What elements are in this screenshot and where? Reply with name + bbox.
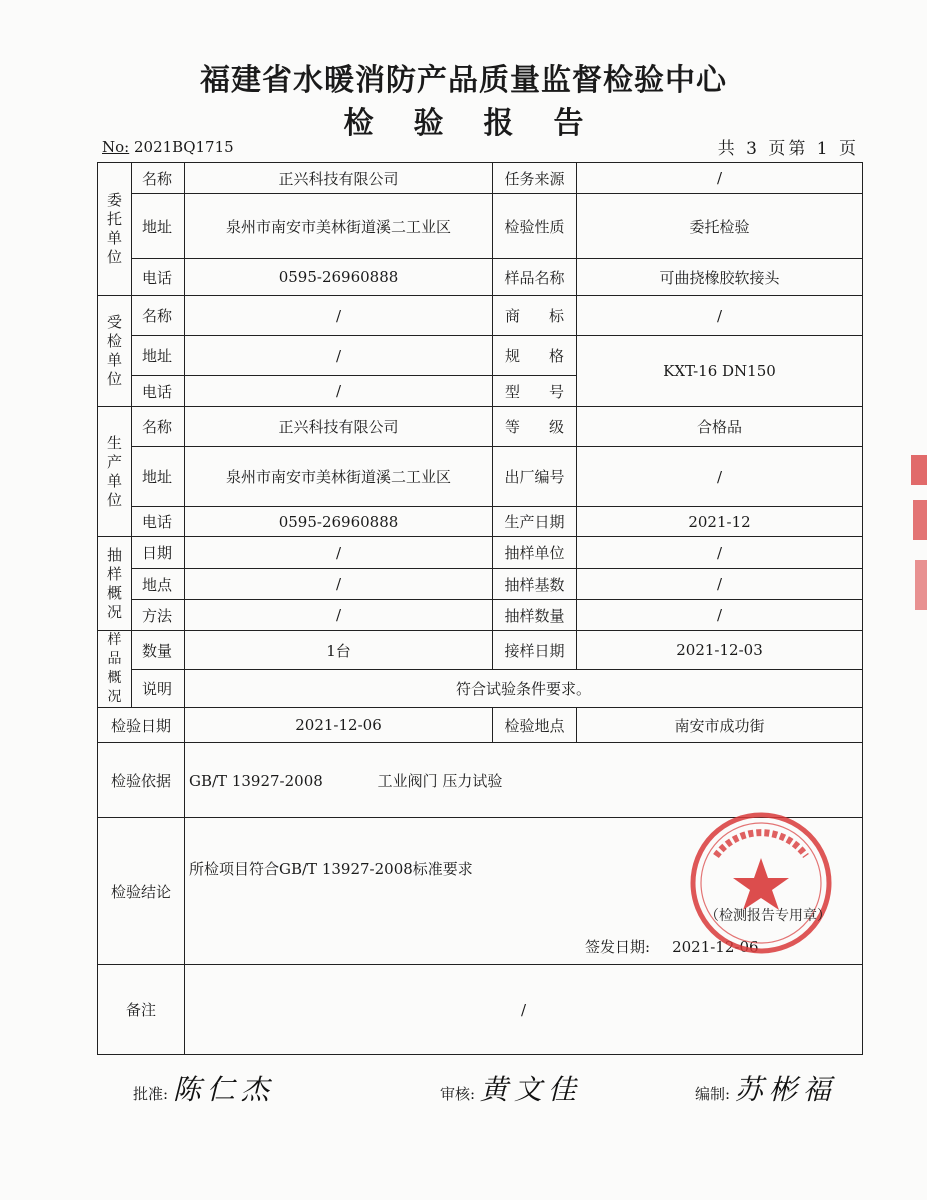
sample-name-label: 样品名称 — [493, 259, 577, 296]
model-label: 型 号 — [493, 376, 577, 407]
approve-signature: 陈仁杰 — [172, 1073, 275, 1106]
sample-qty: 1台 — [185, 631, 493, 670]
grade-label: 等 级 — [493, 407, 577, 447]
sample-desc: 符合试验条件要求。 — [185, 670, 863, 708]
inspected-name-label: 名称 — [132, 296, 185, 336]
sampling-qty: / — [577, 600, 863, 631]
compile-label: 编制: — [695, 1085, 731, 1103]
report-number-label: No: — [102, 138, 130, 156]
approve-label: 批准: — [133, 1085, 169, 1103]
stamp-note: （检测报告专用章） — [705, 908, 831, 924]
review-signature: 黄文佳 — [479, 1073, 582, 1106]
brand-label: 商 标 — [493, 296, 577, 336]
receive-date: 2021-12-03 — [577, 631, 863, 670]
prod-date-value: 2021-12 — [577, 507, 863, 537]
approve-block — [133, 1068, 275, 1108]
sampling-date-label: 日期 — [132, 537, 185, 569]
spec-label: 规 格 — [493, 336, 577, 376]
org-title: 福建省水暖消防产品质量监督检验中心 — [200, 63, 727, 98]
receive-date-label: 接样日期 — [493, 631, 577, 670]
basis-standard: GB/T 13927-2008 — [189, 771, 323, 790]
official-seal — [676, 808, 846, 958]
sampling-place: / — [185, 569, 493, 600]
inspection-nature-label: 检验性质 — [493, 194, 577, 259]
grade-value: 合格品 — [577, 407, 863, 447]
report-number-value: 2021BQ1715 — [134, 138, 234, 156]
producer-group-label: 生产单位 — [98, 407, 132, 537]
producer-name: 正兴科技有限公司 — [185, 407, 493, 447]
sampling-place-label: 地点 — [132, 569, 185, 600]
page-info: 共 3 页第 1 页 — [717, 139, 859, 159]
producer-address-label: 地址 — [132, 447, 185, 507]
inspected-address: / — [185, 336, 493, 376]
client-phone: 0595-26960888 — [185, 259, 493, 296]
remarks-label: 备注 — [98, 965, 185, 1055]
issue-date: 2021-12-06 — [672, 938, 759, 956]
producer-address: 泉州市南安市美林街道溪二工业区 — [185, 447, 493, 507]
conclusion-text: 所检项目符合GB/T 13927-2008标准要求 — [189, 860, 473, 878]
prod-date-label: 生产日期 — [493, 507, 577, 537]
sampling-base: / — [577, 569, 863, 600]
client-phone-label: 电话 — [132, 259, 185, 296]
review-label: 审核: — [440, 1085, 476, 1103]
inspected-phone: / — [185, 376, 493, 407]
inspection-place-label: 检验地点 — [493, 708, 577, 743]
inspection-place: 南安市成功街 — [577, 708, 863, 743]
client-group-label: 委托单位 — [98, 163, 132, 296]
report-title: 检验报告 — [343, 106, 624, 141]
spec-model-value: KXT-16 DN150 — [577, 336, 863, 407]
client-address-label: 地址 — [132, 194, 185, 259]
inspection-date-label: 检验日期 — [98, 708, 185, 743]
sampling-unit: / — [577, 537, 863, 569]
basis-description: 工业阀门 压力试验 — [377, 771, 503, 790]
basis-label: 检验依据 — [98, 743, 185, 818]
producer-phone: 0595-26960888 — [185, 507, 493, 537]
compile-block — [695, 1068, 837, 1108]
inspected-group-label: 受检单位 — [98, 296, 132, 407]
report-number — [102, 138, 234, 156]
client-name-label: 名称 — [132, 163, 185, 194]
sampling-unit-label: 抽样单位 — [493, 537, 577, 569]
inspection-nature: 委托检验 — [577, 194, 863, 259]
sample-desc-label: 说明 — [132, 670, 185, 708]
sampling-date: / — [185, 537, 493, 569]
task-source-label: 任务来源 — [493, 163, 577, 194]
brand-value: / — [577, 296, 863, 336]
sample-name: 可曲挠橡胶软接头 — [577, 259, 863, 296]
client-address: 泉州市南安市美林街道溪二工业区 — [185, 194, 493, 259]
sampling-method: / — [185, 600, 493, 631]
review-block — [440, 1068, 582, 1108]
basis-value — [185, 743, 863, 818]
issue-date-label: 签发日期: — [585, 938, 651, 956]
inspected-name: / — [185, 296, 493, 336]
inspected-phone-label: 电话 — [132, 376, 185, 407]
compile-signature: 苏彬福 — [734, 1073, 837, 1106]
edge-seal-fragment — [905, 455, 927, 615]
inspected-address-label: 地址 — [132, 336, 185, 376]
sampling-method-label: 方法 — [132, 600, 185, 631]
inspection-date: 2021-12-06 — [185, 708, 493, 743]
sampling-qty-label: 抽样数量 — [493, 600, 577, 631]
producer-name-label: 名称 — [132, 407, 185, 447]
sample-group-label: 样品概况 — [98, 631, 132, 708]
serial-label: 出厂编号 — [493, 447, 577, 507]
sample-qty-label: 数量 — [132, 631, 185, 670]
remarks-value: / — [185, 965, 863, 1055]
client-name: 正兴科技有限公司 — [185, 163, 493, 194]
producer-phone-label: 电话 — [132, 507, 185, 537]
sampling-group-label: 抽样概况 — [98, 537, 132, 631]
serial-value: / — [577, 447, 863, 507]
task-source: / — [577, 163, 863, 194]
conclusion-label: 检验结论 — [98, 818, 185, 965]
sampling-base-label: 抽样基数 — [493, 569, 577, 600]
